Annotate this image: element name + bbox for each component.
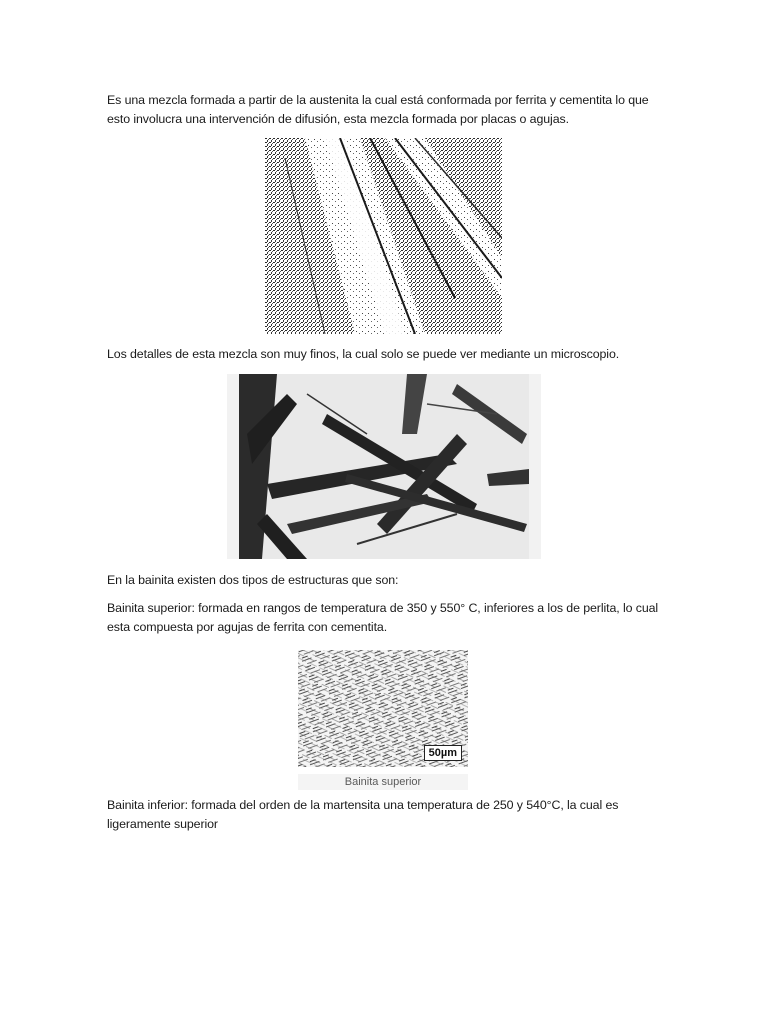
micrograph-plates-drawing [265, 138, 502, 334]
paragraph-intro: Es una mezcla formada a partir de la austenita la cual está conformada por ferrita y cementita lo que esto involucra una intervención de difusión, esta mezcla formada por placas o agujas. [107, 93, 649, 126]
micrograph-needles-drawing [227, 374, 541, 559]
paragraph-lower-bainite: Bainita inferior: formada del orden de la martensita una temperatura de 250 y 540°C, la cual es ligeramente superior [107, 798, 619, 831]
micrograph-upper-bainite-image [298, 650, 468, 767]
micrograph-needles-image [227, 374, 541, 559]
scale-bar-label: 50µm [424, 745, 462, 761]
figure-caption-upper-bainite: Bainita superior [298, 774, 468, 790]
paragraph-upper-bainite: Bainita superior: formada en rangos de temperatura de 350 y 550° C, inferiores a los de perlita, lo cual esta compuesta por agujas de ferrita con cementita. [107, 601, 659, 634]
paragraph-types-intro: En la bainita existen dos tipos de estructuras que son: [107, 573, 399, 587]
micrograph-plates-image [265, 138, 502, 334]
paragraph-details: Los detalles de esta mezcla son muy finos, la cual solo se puede ver mediante un microscopio. [107, 347, 620, 361]
